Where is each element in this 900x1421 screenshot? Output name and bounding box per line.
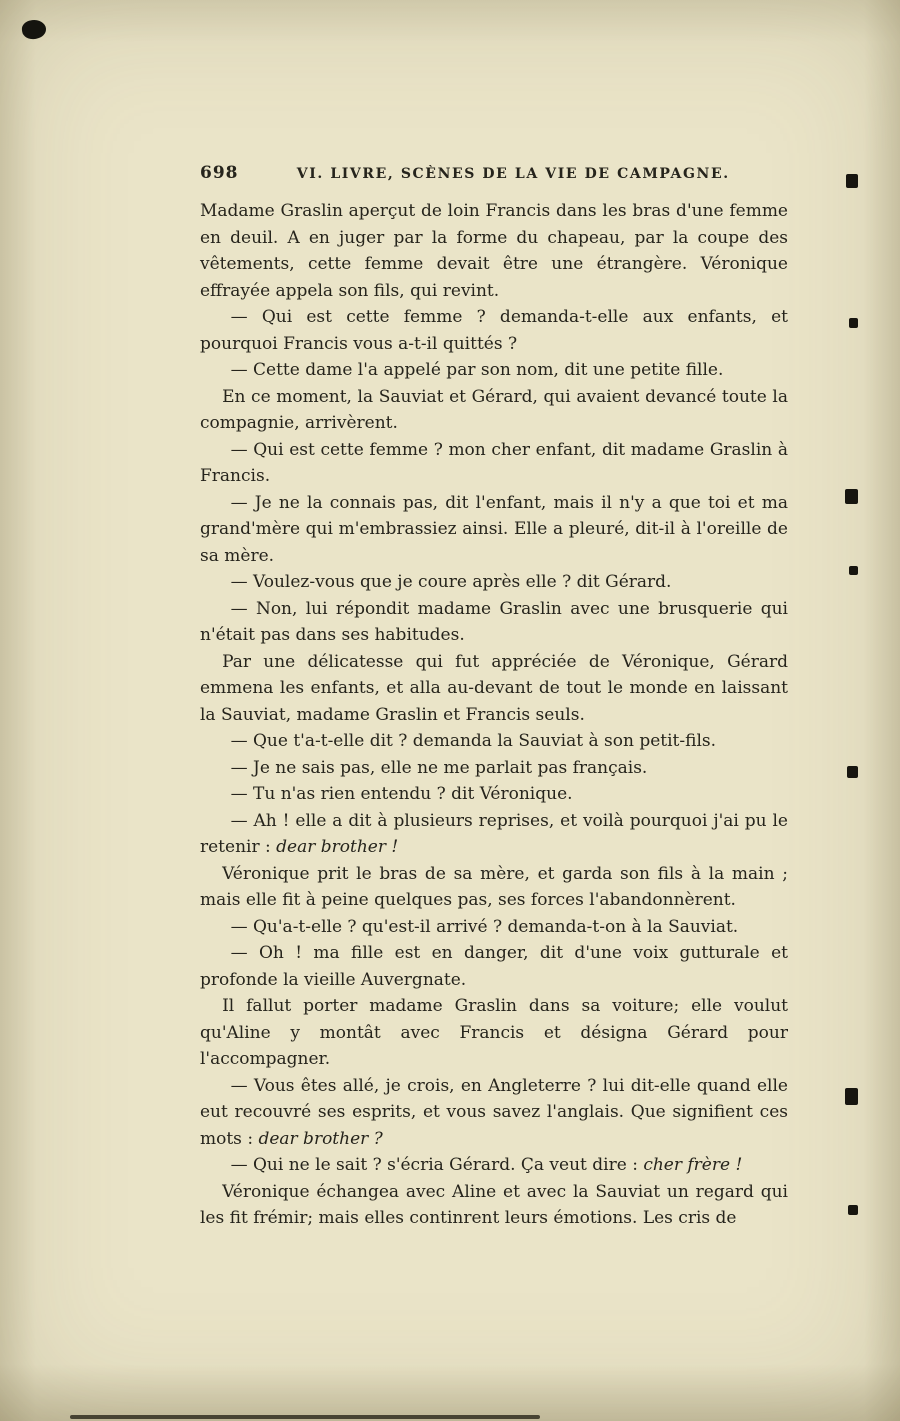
dialogue-paragraph [200,304,788,357]
scan-mark [846,174,858,188]
scan-mark-bottom-edge [70,1415,540,1419]
text-segment: — Vous êtes allé, je crois, en Angleterre ? lui dit-elle quand elle eut recouvré ses esprits, et vous savez l'anglais. Que signifient ces mots : [200,1075,788,1149]
dialogue-paragraph [200,781,788,808]
text-segment: — Oh ! ma fille est en danger, dit d'une voix gutturale et profonde la vieille Auvergnate. [200,943,788,990]
dialogue-paragraph [200,728,788,755]
paragraph [200,384,788,437]
text-segment: — Qu'a-t-elle ? qu'est-il arrivé ? demanda-t-on à la Sauviat. [230,916,739,937]
page-number: 698 [200,163,239,183]
scan-mark [845,489,858,504]
dialogue-paragraph [200,808,788,861]
text-segment: — Je ne sais pas, elle ne me parlait pas français. [230,757,648,778]
paragraph [200,1179,788,1232]
text-body [200,198,788,1232]
italic-text-segment: dear brother ? [258,1128,383,1149]
text-segment: Véronique prit le bras de sa mère, et garda son fils à la main ; mais elle fit à peine quelques pas, ses forces l'abandonnèrent. [200,863,788,910]
dialogue-paragraph [200,437,788,490]
dialogue-paragraph [200,914,788,941]
text-segment: En ce moment, la Sauviat et Gérard, qui avaient devancé toute la compagnie, arrivèrent. [200,386,788,433]
scan-mark [847,766,858,778]
paragraph [200,993,788,1073]
running-title: VI. LIVRE, SCÈNES DE LA VIE DE CAMPAGNE. [296,166,730,182]
paragraph [200,649,788,729]
dialogue-paragraph [200,1152,788,1179]
text-segment: Par une délicatesse qui fut appréciée de Véronique, Gérard emmena les enfants, et alla au-devant de tout le monde en laissant la Sauviat, madame Graslin et Francis seuls. [200,651,788,725]
dialogue-paragraph [200,940,788,993]
text-segment: — Qui est cette femme ? mon cher enfant, dit madame Graslin à Francis. [200,439,788,486]
scan-mark [849,566,858,575]
text-segment: Il fallut porter madame Graslin dans sa voiture; elle voulut qu'Aline y montât avec Francis et désigna Gérard pour l'accompagner. [200,996,788,1069]
scan-mark [849,318,858,328]
text-segment: — Voulez-vous que je coure après elle ? dit Gérard. [230,572,672,592]
text-segment: — Cette dame l'a appelé par son nom, dit une petite fille. [230,360,724,380]
dialogue-paragraph [200,596,788,649]
dialogue-paragraph [200,1073,788,1153]
dialogue-paragraph [200,569,788,596]
text-segment: — Tu n'as rien entendu ? dit Véronique. [230,784,573,804]
text-segment: Véronique échangea avec Aline et avec la Sauviat un regard qui les fit frémir; mais elles continrent leurs émotions. Les cris de [200,1181,788,1228]
dialogue-paragraph [200,755,788,782]
dialogue-paragraph [200,357,788,384]
scan-mark-corner [21,18,47,40]
text-segment: — Qui est cette femme ? demanda-t-elle aux enfants, et pourquoi Francis vous a-t-il quittés ? [200,307,788,354]
scan-mark [845,1088,858,1105]
text-segment: Madame Graslin aperçut de loin Francis dans les bras d'une femme en deuil. A en juger par la forme du chapeau, par la coupe des vêtements, cette femme devait être une étrangère. Véronique effrayée appela son fils, qui revint. [200,201,788,301]
text-segment: — Ah ! elle a dit à plusieurs reprises, et voilà pourquoi j'ai pu le retenir : [200,810,788,857]
text-segment: — Non, lui répondit madame Graslin avec une brusquerie qui n'était pas dans ses habitudes. [200,598,788,645]
scan-mark [848,1205,858,1215]
text-segment: — Que t'a-t-elle dit ? demanda la Sauviat à son petit-fils. [230,731,717,751]
paragraph [200,861,788,914]
italic-text-segment: cher frère ! [643,1155,743,1175]
text-segment: — Je ne la connais pas, dit l'enfant, mais il n'y a que toi et ma grand'mère qui m'embrassiez ainsi. Elle a pleuré, dit-il à l'oreille de sa mère. [200,492,788,566]
text-segment: — Qui ne le sait ? s'écria Gérard. Ça veut dire : [230,1155,644,1175]
dialogue-paragraph [200,490,788,570]
paragraph [200,198,788,304]
italic-text-segment: dear brother ! [276,837,399,857]
page-header [200,163,788,183]
